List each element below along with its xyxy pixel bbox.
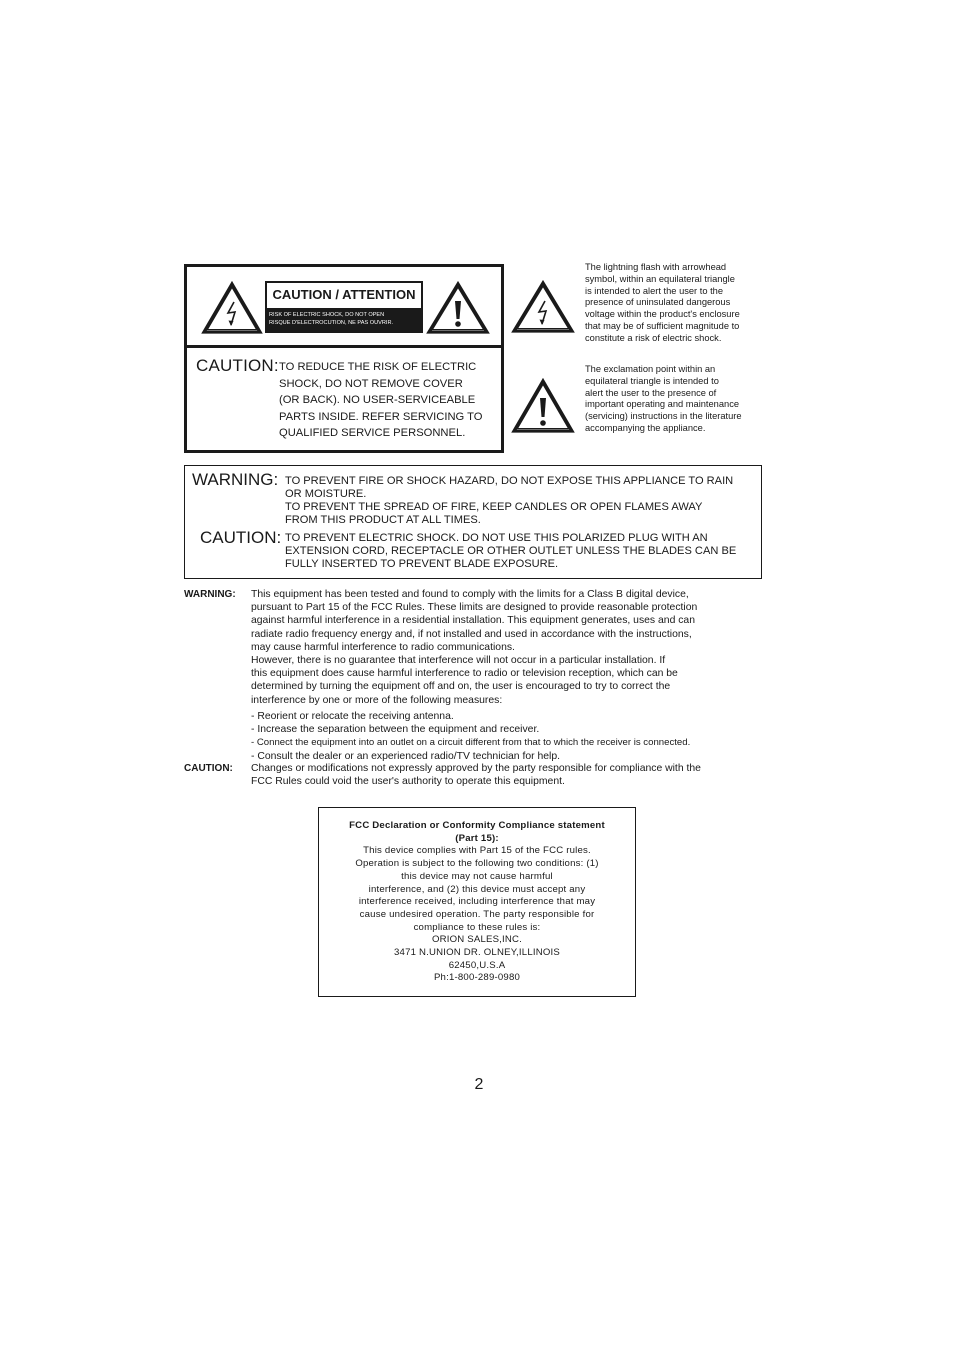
label-header [187,267,501,348]
text-line: that may be of sufficient magnitude to [585,320,740,331]
text-line: equilateral triangle is intended to [585,375,719,386]
company-address: 3471 N.UNION DR. OLNEY,ILLINOIS [394,947,560,959]
label-caution-line: QUALIFIED SERVICE PERSONNEL. [279,427,466,439]
fcc-declaration-box [318,807,636,997]
text-line: pursuant to Part 15 of the FCC Rules. These limits are designed to provide reasonable protection [251,602,698,614]
text-line: is intended to alert the user to the [585,285,723,296]
caution-text [285,532,760,571]
warning-box [184,465,762,579]
list-item: - Reorient or relocate the receiving antenna. [251,711,454,722]
text-line: cause undesired operation. The party responsible for [359,908,595,920]
lightning-triangle-icon [201,281,263,335]
text-line: This device complies with Part 15 of the FCC rules. [363,845,591,857]
text-line: compliance to these rules is: [413,921,541,933]
text-line: interference received, including interference that may [358,896,596,908]
page-number: 2 [474,1076,484,1093]
company-name: ORION SALES,INC. [431,934,523,946]
company-phone: Ph:1-800-289-0980 [433,972,521,984]
list-item: - Connect the equipment into an outlet on a circuit different from that to which the receiver is connected. [251,737,691,749]
text-line: constitute a risk of electric shock. [585,332,722,343]
label-sub-en: RISK OF ELECTRIC SHOCK, DO NOT OPEN [269,312,385,318]
text-line: important operating and maintenance [585,399,740,410]
label-caution-line: PARTS INSIDE. REFER SERVICING TO [279,410,483,423]
text-line: TO PREVENT THE SPREAD OF FIRE, KEEP CANDLES OR OPEN FLAMES AWAY [285,501,703,514]
text-line: The lightning flash with arrowhead [585,262,727,272]
text-line: radiate radio frequency energy and, if not installed and used in accordance with the instructions, [251,628,692,640]
fcc-warning-text [251,588,761,707]
label-subtitle [267,308,421,331]
caution-attention-badge [265,281,423,333]
declaration-title [319,820,635,845]
text-line: may cause harmful interference to radio communications. [251,641,515,653]
label-title: CAUTION / ATTENTION [272,287,416,302]
exclamation-triangle-icon [511,378,575,434]
label-caution-text [279,359,504,442]
text-line: Changes or modifications not expressly approved by the party responsible for compliance with the [251,763,701,774]
text-line: FROM THIS PRODUCT AT ALL TIMES. [285,514,481,527]
text-line: determined by turning the equipment off and on, the user is encouraged to try to correct the [251,681,671,693]
text-line: The exclamation point within an [585,364,716,374]
text-line: FCC Rules could void the user's authority to operate this equipment. [251,776,565,788]
caution-heading: CAUTION: [200,528,282,547]
fcc-caution-text [251,762,761,788]
text-line: interference, and (2) this device must accept any [368,883,586,895]
label-sub-fr: RISQUE D'ELECTROCUTION, NE PAS OUVRIR. [269,320,394,326]
exclamation-explanation [585,364,770,435]
text-line: FCC Declaration or Conformity Compliance statement [349,820,605,831]
text-line: (servicing) instructions in the literature [585,411,742,422]
text-line: FULLY INSERTED TO PREVENT BLADE EXPOSURE. [285,558,559,571]
fcc-measures-list [251,710,761,763]
declaration-content [319,820,635,985]
text-line: EXTENSION CORD, RECEPTACLE OR OTHER OUTLET UNLESS THE BLADES CAN BE [285,545,737,558]
text-line: This equipment has been tested and found to comply with the limits for a Class B digital device, [251,589,689,600]
fcc-caution-label: CAUTION: [184,763,233,774]
text-line: voltage within the product's enclosure [585,309,740,320]
text-line: against harmful interference in a residential installation. This equipment generates, uses and can [251,615,695,627]
lightning-explanation [585,262,770,345]
text-line: interference by one or more of the following measures: [251,694,503,706]
label-caution-line: (OR BACK). NO USER-SERVICEABLE [279,394,476,406]
fcc-warning-label: WARNING: [184,589,236,600]
text-line: TO PREVENT ELECTRIC SHOCK. DO NOT USE THIS POLARIZED PLUG WITH AN [285,532,708,544]
text-line: presence of uninsulated dangerous [585,297,731,308]
exclamation-triangle-icon [426,281,490,335]
text-line: alert the user to the presence of [585,387,717,398]
label-caution-heading: CAUTION: [196,356,279,375]
text-line: OR MOISTURE. [285,488,367,501]
text-line: symbol, within an equilateral triangle [585,273,735,284]
text-line: this device may not cause harmful [401,870,553,882]
label-caution-line: SHOCK, DO NOT REMOVE COVER [279,377,463,390]
text-line: (Part 15): [455,832,499,844]
label-caution-line: TO REDUCE THE RISK OF ELECTRIC [279,361,477,373]
lightning-triangle-icon [511,280,575,334]
caution-label-box [184,264,504,453]
text-line: Operation is subject to the following two conditions: (1) [355,858,599,870]
warning-heading: WARNING: [192,470,279,489]
text-line: accompanying the appliance. [585,422,706,433]
list-item: - Consult the dealer or an experienced radio/TV technician for help. [251,750,561,762]
list-item: - Increase the separation between the equipment and receiver. [251,724,540,736]
company-address: 62450,U.S.A [448,959,506,971]
text-line: this equipment does cause harmful interference to radio or television reception, which can be [251,668,678,680]
warning-text [285,475,760,527]
text-line: TO PREVENT FIRE OR SHOCK HAZARD, DO NOT EXPOSE THIS APPLIANCE TO RAIN [285,475,734,487]
text-line: However, there is no guarantee that interference will not occur in a particular installation. If [251,655,666,667]
